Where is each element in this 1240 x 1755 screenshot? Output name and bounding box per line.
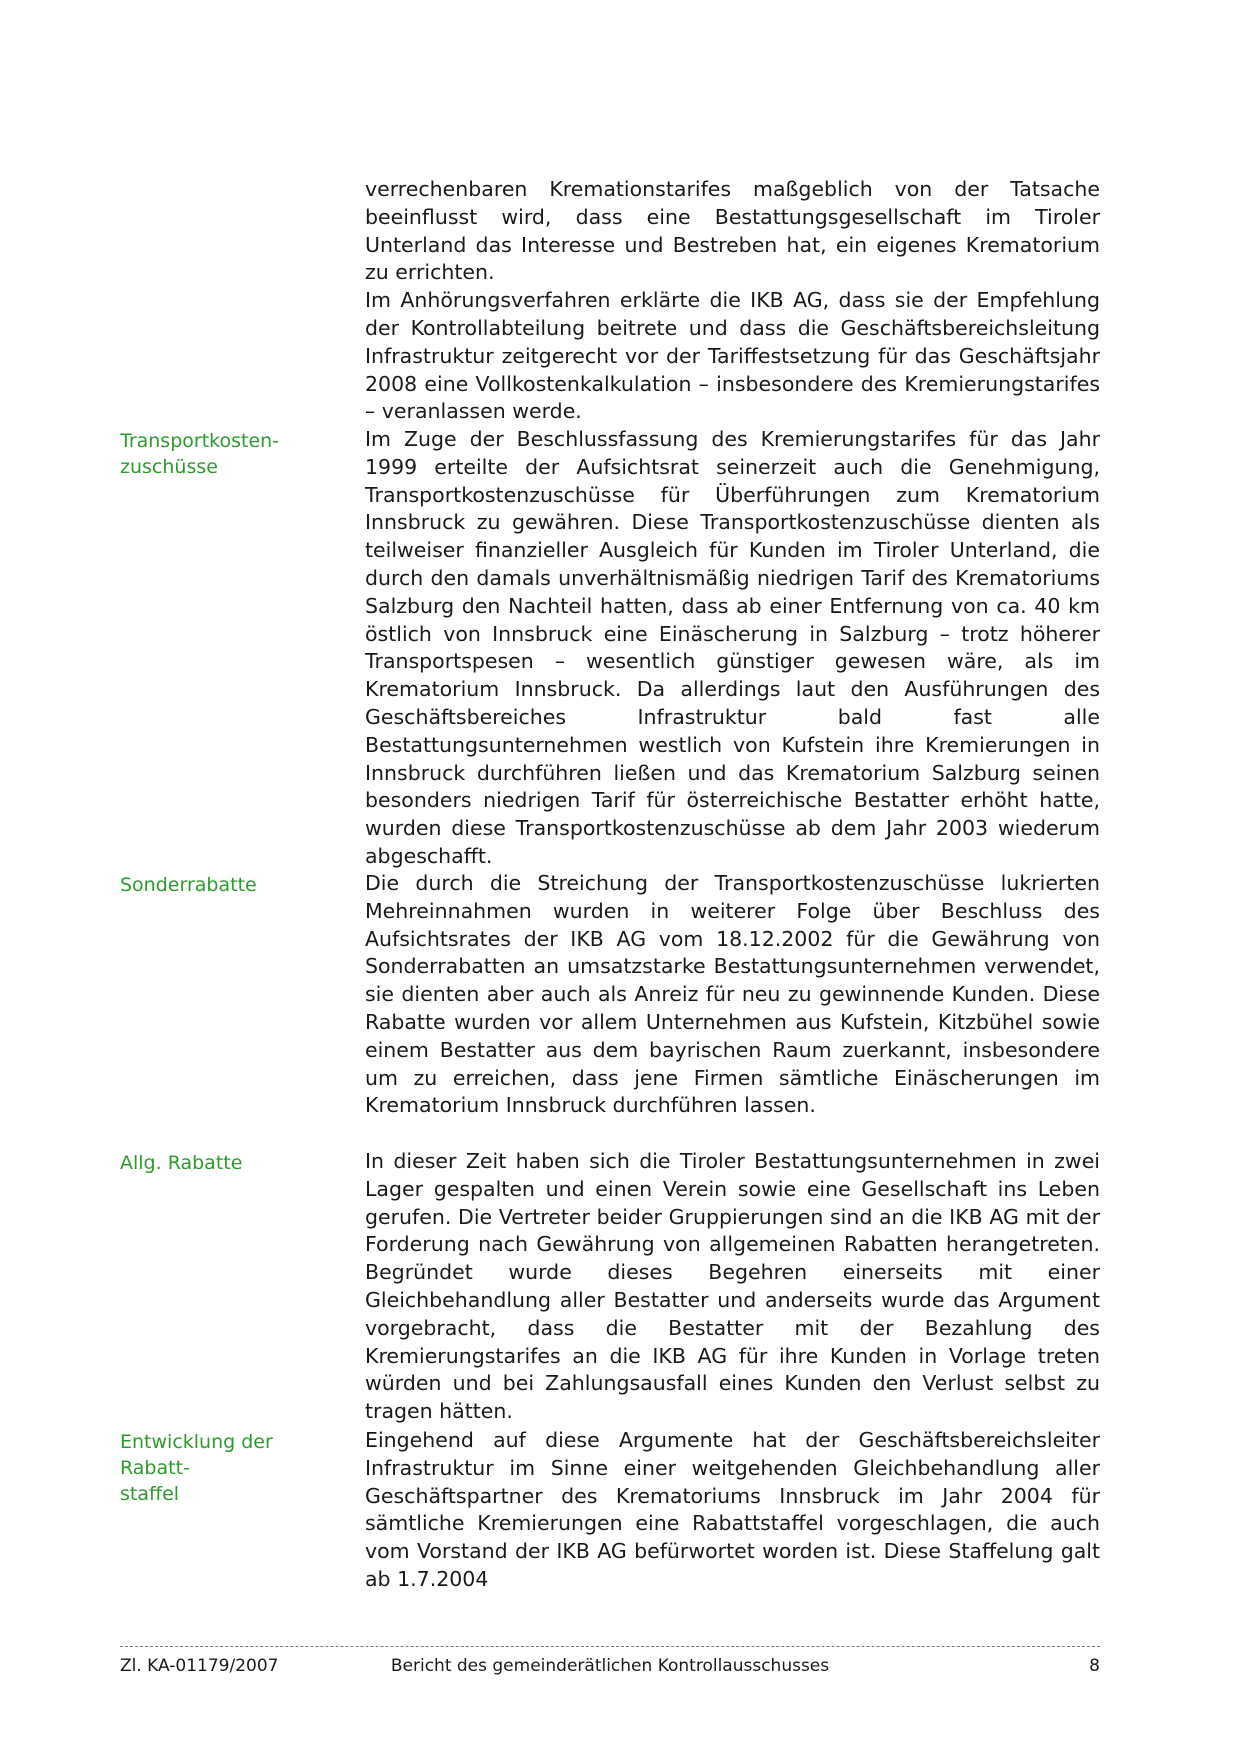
report-title: Bericht des gemeinderätlichen Kontrollausschusses	[390, 1656, 830, 1676]
body-paragraph: Im Zuge der Beschlussfassung des Kremierungstarifes für das Jahr 1999 erteilte der Aufsichtsrat seinerzeit auch die Genehmigung, Transportkostenzuschüsse für Überführungen zum Krematorium Innsbruck zu gewähren. Diese Transportkostenzuschüsse dienten als teilweiser finanzieller Ausgleich für Kunden im Tiroler Unterland, die durch den damals unverhältnismäßig niedrigen Tarif des Krematoriums Salzburg den Nachteil hatten, dass ab einer Entfernung von ca. 40 km östlich von Innsbruck eine Einäscherung in Salzburg – trotz höherer Transportspesen – wesentlich günstiger gewesen wäre, als im Krematorium Innsbruck. Da allerdings laut den Ausführungen des Geschäftsbereiches Infrastruktur bald fast alle Bestattungsunternehmen westlich von Kufstein ihre Kremierungen in Innsbruck durchführen ließen und das Krematorium Salzburg seinen besonders niedrigen Tarif für österreichische Bestatter erhöht hatte, wurden diese Transportkostenzuschüsse ab dem Jahr 2003 wiederum abgeschafft.	[365, 427, 1100, 868]
body-paragraph: Die durch die Streichung der Transportkostenzuschüsse lukrierten Mehreinnahmen wurden in weiterer Folge über Beschluss des Aufsichtsrates der IKB AG vom 18.12.2002 für die Gewährung von Sonderrabatten an umsatzstarke Bestattungsunternehmen verwendet, sie dienten aber auch als Anreiz für neu zu gewinnende Kunden. Diese Rabatte wurden vor allem Unternehmen aus Kufstein, Kitzbühel sowie einem Bestatter aus dem bayrischen Raum zuerkannt, insbesondere um zu erreichen, dass jene Firmen sämtliche Einäscherungen im Krematorium Innsbruck durchführen lassen.	[365, 871, 1100, 1118]
margin-heading: Transportkosten- zuschüsse	[120, 430, 280, 478]
body-paragraph: In dieser Zeit haben sich die Tiroler Bestattungsunternehmen in zwei Lager gespalten und einen Verein sowie eine Gesellschaft ins Leben gerufen. Die Vertreter beider Gruppierungen sind an die IKB AG mit der Forderung nach Gewährung von allgemeinen Rabatten herangetreten. Begründet wurde dieses Begehren einerseits mit einer Gleichbehandlung aller Bestatter und anderseits wurde das Argument vorgebracht, dass die Bestatter mit der Bezahlung des Kremierungstarifes an die IKB AG für ihre Kunden in Vorlage treten würden und bei Zahlungsausfall eines Kunden den Verlust selbst zu tragen hätten.	[365, 1149, 1100, 1424]
intro-text	[365, 176, 1100, 426]
document-reference: Zl. KA-01179/2007	[120, 1656, 279, 1676]
margin-heading: Entwicklung der Rabatt- staffel	[120, 1431, 273, 1505]
margin-heading: Sonderrabatte	[120, 874, 257, 896]
intro-paragraph: Im Anhörungsverfahren erklärte die IKB AG, dass sie der Empfehlung der Kontrollabteilung beitrete und dass die Geschäftsbereichsleitung Infrastruktur zeitgerecht vor der Tariffestsetzung für das Geschäftsjahr 2008 eine Vollkostenkalkulation – insbesondere des Kremierungstarifes – veranlassen werde.	[365, 288, 1100, 424]
margin-heading: Allg. Rabatte	[120, 1152, 243, 1174]
footer-divider	[120, 1646, 1100, 1647]
page-number: 8	[1089, 1656, 1100, 1676]
body-paragraph: Eingehend auf diese Argumente hat der Geschäftsbereichsleiter Infrastruktur im Sinne einer weitgehenden Gleichbehandlung aller Geschäftspartner des Krematoriums Innsbruck im Jahr 2004 für sämtliche Kremierungen eine Rabattstaffel vorgeschlagen, die auch vom Vorstand der IKB AG befürwortet worden ist. Diese Staffelung galt ab 1.7.2004	[365, 1428, 1100, 1591]
intro-paragraph: verrechenbaren Kremationstarifes maßgeblich von der Tatsache beeinflusst wird, dass eine Bestattungsgesellschaft im Tiroler Unterland das Interesse und Bestreben hat, ein eigenes Krematorium zu errichten.	[365, 177, 1100, 285]
page-footer	[120, 1654, 1100, 1678]
